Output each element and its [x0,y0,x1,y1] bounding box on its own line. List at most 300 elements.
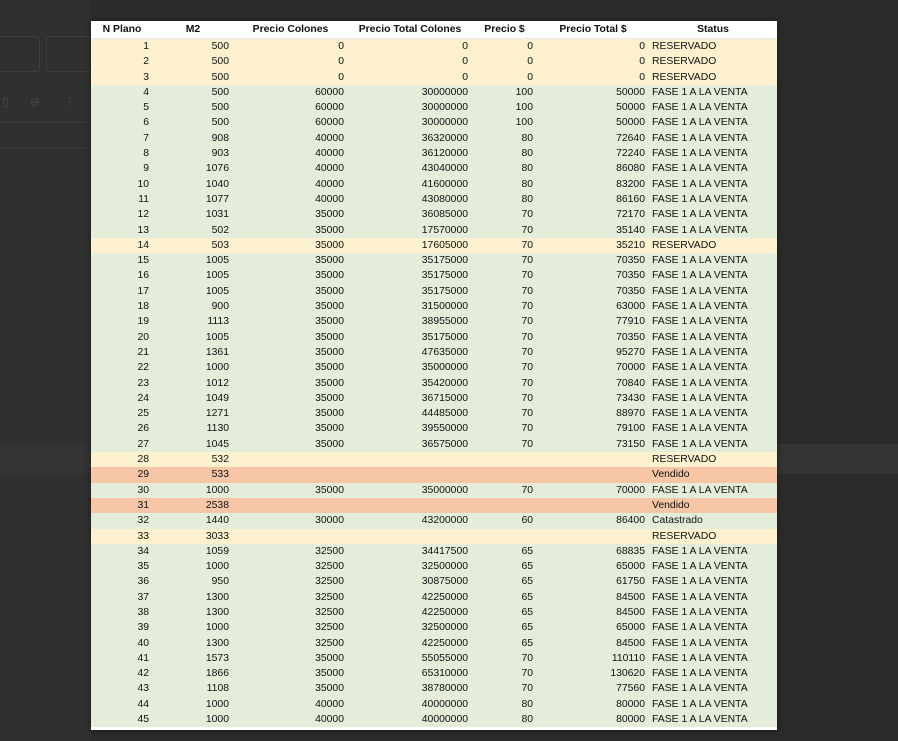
cell-precio-total-colones: 43040000 [348,161,472,176]
cell-m2: 500 [153,39,233,55]
cell-precio-total-colones: 35175000 [348,253,472,268]
cell-precio-total-colones: 35175000 [348,284,472,299]
cell-status: FASE 1 A LA VENTA [649,391,777,406]
cell-precio-total-dolares: 72640 [537,131,649,146]
cell-m2: 1440 [153,513,233,528]
cell-status: FASE 1 A LA VENTA [649,192,777,207]
cell-precio-total-dolares: 72240 [537,146,649,161]
cell-status: FASE 1 A LA VENTA [649,115,777,130]
cell-precio-total-dolares: 50000 [537,115,649,130]
cell-n-plano: 18 [91,299,153,314]
cell-status: FASE 1 A LA VENTA [649,376,777,391]
cell-precio-dolares [472,498,537,513]
cell-n-plano: 40 [91,636,153,651]
table-row [91,207,777,222]
cell-precio-total-dolares: 130620 [537,666,649,681]
cell-precio-colones: 35000 [233,223,348,238]
cell-n-plano: 11 [91,192,153,207]
table-row [91,146,777,161]
cell-n-plano: 43 [91,681,153,696]
cell-precio-total-dolares: 70350 [537,330,649,345]
cell-status: FASE 1 A LA VENTA [649,207,777,222]
cell-precio-total-colones: 38955000 [348,314,472,329]
cell-precio-dolares: 0 [472,54,537,69]
cell-m2: 500 [153,115,233,130]
cell-precio-total-dolares: 73430 [537,391,649,406]
cell-precio-colones: 35000 [233,406,348,421]
cell-m2: 1059 [153,544,233,559]
cell-m2: 533 [153,467,233,482]
cell-m2: 903 [153,146,233,161]
cell-precio-total-dolares [537,467,649,482]
cell-status: FASE 1 A LA VENTA [649,299,777,314]
cell-precio-total-colones: 30875000 [348,574,472,589]
cell-m2: 1000 [153,697,233,712]
cell-precio-colones: 32500 [233,605,348,620]
cell-precio-colones: 35000 [233,421,348,436]
cell-precio-total-dolares: 77910 [537,314,649,329]
cell-precio-total-colones: 36120000 [348,146,472,161]
cell-precio-dolares: 0 [472,39,537,55]
cell-precio-total-dolares: 0 [537,39,649,55]
background-more-icon: ⋮ [64,95,76,109]
cell-n-plano: 34 [91,544,153,559]
cell-precio-total-colones: 44485000 [348,406,472,421]
table-row [91,100,777,115]
table-row [91,406,777,421]
cell-precio-total-colones: 36715000 [348,391,472,406]
cell-m2: 1077 [153,192,233,207]
cell-n-plano: 33 [91,529,153,544]
background-toolbar-box [0,36,40,72]
header-precio-dolares: Precio $ [472,21,537,39]
cell-precio-colones: 35000 [233,681,348,696]
cell-n-plano: 14 [91,238,153,253]
cell-precio-total-dolares: 79100 [537,421,649,436]
cell-m2: 1000 [153,360,233,375]
cell-precio-total-colones: 35175000 [348,330,472,345]
cell-status: FASE 1 A LA VENTA [649,131,777,146]
cell-m2: 1031 [153,207,233,222]
cell-precio-colones: 35000 [233,314,348,329]
cell-status: FASE 1 A LA VENTA [649,590,777,605]
cell-precio-colones: 35000 [233,284,348,299]
cell-precio-total-colones: 34417500 [348,544,472,559]
cell-m2: 1045 [153,437,233,452]
cell-status: FASE 1 A LA VENTA [649,712,777,727]
cell-precio-dolares: 100 [472,100,537,115]
background-icon: ▯ [2,95,9,109]
table-row [91,574,777,589]
cell-precio-total-colones: 42250000 [348,605,472,620]
cell-m2: 950 [153,574,233,589]
cell-precio-colones: 32500 [233,559,348,574]
cell-n-plano: 15 [91,253,153,268]
cell-precio-total-colones: 38780000 [348,681,472,696]
cell-precio-colones: 40000 [233,161,348,176]
cell-precio-total-dolares: 70000 [537,483,649,498]
cell-n-plano: 25 [91,406,153,421]
cell-status: FASE 1 A LA VENTA [649,681,777,696]
cell-n-plano: 4 [91,85,153,100]
spreadsheet-image [91,21,777,730]
background-link-icon: ⊖ [30,95,41,109]
cell-n-plano: 3 [91,70,153,85]
cell-status: FASE 1 A LA VENTA [649,421,777,436]
cell-precio-dolares: 80 [472,192,537,207]
table-row [91,70,777,85]
cell-precio-total-dolares: 65000 [537,559,649,574]
cell-n-plano: 21 [91,345,153,360]
cell-status: RESERVADO [649,529,777,544]
table-row [91,115,777,130]
cell-precio-colones: 35000 [233,345,348,360]
cell-precio-colones [233,498,348,513]
cell-precio-dolares: 60 [472,513,537,528]
table-row [91,330,777,345]
cell-precio-dolares: 65 [472,590,537,605]
cell-m2: 1300 [153,636,233,651]
cell-n-plano: 10 [91,177,153,192]
cell-precio-dolares: 80 [472,712,537,727]
cell-precio-colones: 35000 [233,268,348,283]
cell-n-plano: 12 [91,207,153,222]
table-row [91,697,777,712]
cell-precio-total-colones [348,452,472,467]
cell-precio-dolares: 100 [472,115,537,130]
table-row [91,483,777,498]
cell-n-plano: 29 [91,467,153,482]
table-row [91,681,777,696]
cell-status: FASE 1 A LA VENTA [649,544,777,559]
cell-precio-total-dolares: 0 [537,70,649,85]
cell-precio-dolares: 100 [472,85,537,100]
cell-precio-dolares: 80 [472,177,537,192]
cell-n-plano: 30 [91,483,153,498]
cell-n-plano: 13 [91,223,153,238]
cell-precio-total-colones: 42250000 [348,590,472,605]
cell-precio-colones: 30000 [233,513,348,528]
cell-precio-total-colones: 30000000 [348,100,472,115]
cell-m2: 1000 [153,620,233,635]
table-row [91,391,777,406]
cell-precio-dolares: 65 [472,620,537,635]
cell-status: Catastrado [649,513,777,528]
cell-status: FASE 1 A LA VENTA [649,360,777,375]
cell-n-plano: 38 [91,605,153,620]
table-row [91,636,777,651]
cell-precio-colones: 35000 [233,651,348,666]
cell-precio-colones: 60000 [233,115,348,130]
cell-precio-dolares: 70 [472,238,537,253]
cell-status: FASE 1 A LA VENTA [649,330,777,345]
cell-precio-total-dolares: 72170 [537,207,649,222]
cell-precio-colones: 35000 [233,238,348,253]
table-row [91,590,777,605]
cell-precio-total-dolares: 83200 [537,177,649,192]
cell-precio-total-dolares: 61750 [537,574,649,589]
cell-precio-total-colones [348,467,472,482]
cell-precio-total-colones: 17570000 [348,223,472,238]
cell-precio-colones [233,467,348,482]
cell-precio-total-dolares: 68835 [537,544,649,559]
cell-m2: 1361 [153,345,233,360]
header-precio-colones: Precio Colones [233,21,348,39]
table-row [91,620,777,635]
cell-n-plano: 32 [91,513,153,528]
cell-precio-colones: 32500 [233,590,348,605]
cell-precio-total-dolares: 110110 [537,651,649,666]
cell-precio-total-colones: 17605000 [348,238,472,253]
cell-precio-colones: 35000 [233,666,348,681]
cell-precio-dolares: 65 [472,544,537,559]
cell-status: RESERVADO [649,39,777,55]
cell-precio-colones: 32500 [233,620,348,635]
cell-precio-total-dolares: 86400 [537,513,649,528]
cell-n-plano: 5 [91,100,153,115]
table-row [91,513,777,528]
cell-m2: 1000 [153,483,233,498]
table-row [91,605,777,620]
cell-precio-dolares: 70 [472,284,537,299]
cell-status: FASE 1 A LA VENTA [649,620,777,635]
cell-precio-dolares: 65 [472,574,537,589]
cell-precio-total-colones: 32500000 [348,620,472,635]
cell-precio-total-dolares: 70840 [537,376,649,391]
cell-n-plano: 24 [91,391,153,406]
cell-n-plano: 23 [91,376,153,391]
cell-precio-total-dolares: 65000 [537,620,649,635]
cell-status: FASE 1 A LA VENTA [649,666,777,681]
cell-precio-total-dolares: 35210 [537,238,649,253]
cell-precio-total-colones: 40000000 [348,712,472,727]
cell-precio-colones: 35000 [233,253,348,268]
table-row [91,360,777,375]
table-row [91,54,777,69]
cell-precio-total-dolares [537,452,649,467]
cell-precio-total-colones: 36085000 [348,207,472,222]
cell-precio-total-colones: 43080000 [348,192,472,207]
cell-status: FASE 1 A LA VENTA [649,437,777,452]
cell-n-plano: 45 [91,712,153,727]
cell-status: FASE 1 A LA VENTA [649,697,777,712]
cell-precio-total-dolares: 63000 [537,299,649,314]
cell-precio-total-dolares: 50000 [537,85,649,100]
cell-m2: 1866 [153,666,233,681]
cell-precio-total-dolares: 80000 [537,697,649,712]
cell-precio-total-colones: 55055000 [348,651,472,666]
cell-precio-total-colones: 42250000 [348,636,472,651]
table-row [91,559,777,574]
cell-precio-colones: 32500 [233,544,348,559]
cell-n-plano: 41 [91,651,153,666]
cell-precio-dolares: 80 [472,146,537,161]
cell-status: RESERVADO [649,238,777,253]
cell-n-plano: 6 [91,115,153,130]
cell-status: FASE 1 A LA VENTA [649,253,777,268]
cell-precio-total-dolares [537,529,649,544]
cell-precio-total-colones: 47635000 [348,345,472,360]
cell-precio-colones: 35000 [233,360,348,375]
cell-precio-colones: 0 [233,54,348,69]
cell-status: FASE 1 A LA VENTA [649,161,777,176]
cell-precio-colones: 40000 [233,697,348,712]
cell-status: FASE 1 A LA VENTA [649,223,777,238]
table-row [91,345,777,360]
cell-precio-total-dolares: 70350 [537,268,649,283]
cell-status: FASE 1 A LA VENTA [649,559,777,574]
cell-status: FASE 1 A LA VENTA [649,100,777,115]
cell-n-plano: 22 [91,360,153,375]
cell-precio-dolares: 70 [472,314,537,329]
header-precio-total-dolares: Precio Total $ [537,21,649,39]
cell-precio-total-colones: 30000000 [348,115,472,130]
cell-precio-dolares: 70 [472,681,537,696]
cell-precio-total-colones: 65310000 [348,666,472,681]
cell-m2: 1012 [153,376,233,391]
cell-precio-dolares: 65 [472,636,537,651]
cell-precio-dolares: 80 [472,131,537,146]
cell-precio-total-colones: 36320000 [348,131,472,146]
table-row [91,666,777,681]
cell-precio-dolares: 70 [472,253,537,268]
cell-status: RESERVADO [649,452,777,467]
cell-precio-total-colones: 35000000 [348,483,472,498]
cell-n-plano: 2 [91,54,153,69]
cell-precio-total-colones [348,498,472,513]
cell-status: FASE 1 A LA VENTA [649,85,777,100]
background-panel [0,0,91,741]
cell-precio-colones: 40000 [233,712,348,727]
cell-status: FASE 1 A LA VENTA [649,651,777,666]
lots-table [91,21,777,727]
cell-n-plano: 8 [91,146,153,161]
cell-precio-dolares: 70 [472,483,537,498]
cell-precio-total-dolares: 84500 [537,605,649,620]
cell-status: Vendido [649,498,777,513]
cell-n-plano: 26 [91,421,153,436]
cell-n-plano: 20 [91,330,153,345]
table-row [91,452,777,467]
cell-precio-total-colones: 31500000 [348,299,472,314]
cell-status: FASE 1 A LA VENTA [649,605,777,620]
cell-precio-total-dolares: 88970 [537,406,649,421]
cell-precio-total-colones: 30000000 [348,85,472,100]
table-row [91,421,777,436]
cell-precio-colones: 35000 [233,437,348,452]
cell-status: FASE 1 A LA VENTA [649,483,777,498]
cell-precio-dolares [472,529,537,544]
table-row [91,651,777,666]
table-row [91,299,777,314]
cell-precio-dolares: 80 [472,697,537,712]
table-row [91,238,777,253]
background-toolbar-box [46,36,92,72]
cell-precio-total-dolares: 86160 [537,192,649,207]
cell-precio-total-colones: 43200000 [348,513,472,528]
table-row [91,268,777,283]
cell-m2: 1108 [153,681,233,696]
table-row [91,284,777,299]
cell-precio-dolares [472,467,537,482]
cell-precio-dolares: 70 [472,391,537,406]
table-row [91,544,777,559]
cell-precio-total-dolares: 0 [537,54,649,69]
cell-precio-total-colones: 35000000 [348,360,472,375]
background-divider [0,122,91,123]
cell-m2: 1271 [153,406,233,421]
cell-precio-total-dolares: 86080 [537,161,649,176]
cell-n-plano: 36 [91,574,153,589]
cell-m2: 1005 [153,330,233,345]
cell-precio-dolares: 70 [472,666,537,681]
cell-n-plano: 28 [91,452,153,467]
cell-precio-colones: 35000 [233,483,348,498]
cell-precio-total-dolares [537,498,649,513]
cell-m2: 1049 [153,391,233,406]
table-row [91,85,777,100]
table-row [91,39,777,55]
cell-precio-dolares: 70 [472,299,537,314]
cell-precio-colones: 32500 [233,574,348,589]
table-row [91,223,777,238]
cell-precio-colones: 35000 [233,376,348,391]
cell-m2: 1076 [153,161,233,176]
cell-precio-total-colones: 0 [348,54,472,69]
cell-precio-colones [233,529,348,544]
cell-precio-colones: 40000 [233,192,348,207]
cell-precio-total-dolares: 70350 [537,253,649,268]
cell-precio-total-dolares: 77560 [537,681,649,696]
cell-precio-colones: 60000 [233,100,348,115]
cell-status: Vendido [649,467,777,482]
cell-n-plano: 16 [91,268,153,283]
header-n-plano: N Plano [91,21,153,39]
cell-n-plano: 42 [91,666,153,681]
cell-m2: 500 [153,54,233,69]
cell-n-plano: 44 [91,697,153,712]
cell-precio-total-colones: 36575000 [348,437,472,452]
cell-n-plano: 9 [91,161,153,176]
cell-precio-total-dolares: 95270 [537,345,649,360]
cell-status: FASE 1 A LA VENTA [649,177,777,192]
cell-precio-colones: 60000 [233,85,348,100]
cell-status: RESERVADO [649,70,777,85]
cell-precio-dolares: 80 [472,161,537,176]
cell-n-plano: 35 [91,559,153,574]
cell-m2: 1573 [153,651,233,666]
cell-precio-colones: 35000 [233,299,348,314]
cell-m2: 1130 [153,421,233,436]
cell-precio-total-colones: 40000000 [348,697,472,712]
cell-precio-dolares: 65 [472,605,537,620]
header-precio-total-colones: Precio Total Colones [348,21,472,39]
cell-precio-colones: 35000 [233,391,348,406]
cell-precio-dolares: 0 [472,70,537,85]
table-row [91,498,777,513]
table-row [91,467,777,482]
cell-n-plano: 1 [91,39,153,55]
cell-m2: 1005 [153,253,233,268]
cell-precio-total-dolares: 84500 [537,636,649,651]
table-row [91,712,777,727]
cell-n-plano: 37 [91,590,153,605]
cell-precio-dolares: 70 [472,345,537,360]
cell-precio-total-colones: 32500000 [348,559,472,574]
cell-precio-total-colones: 0 [348,39,472,55]
cell-precio-colones: 40000 [233,177,348,192]
table-row [91,161,777,176]
